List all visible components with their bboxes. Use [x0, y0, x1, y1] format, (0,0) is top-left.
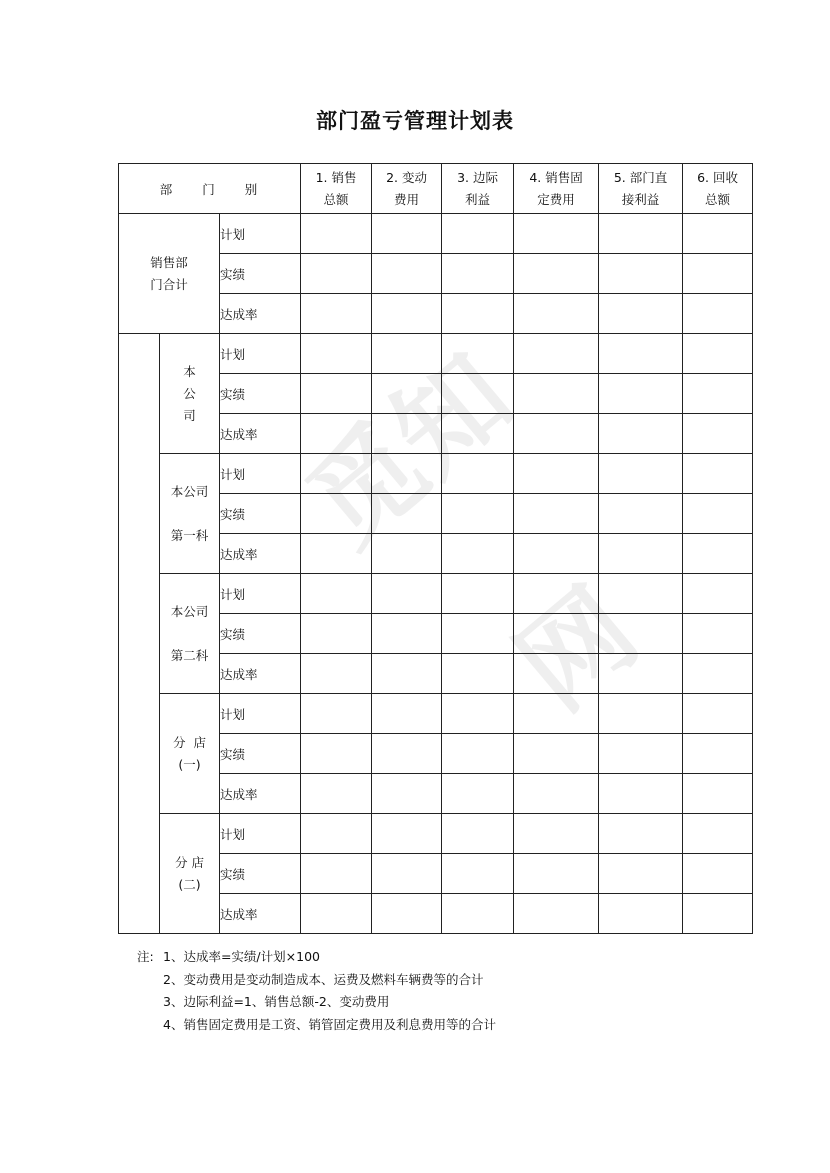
value-cell[interactable]: [599, 574, 683, 614]
value-cell[interactable]: [372, 374, 442, 414]
value-cell[interactable]: [683, 494, 753, 534]
value-cell[interactable]: [683, 334, 753, 374]
value-cell[interactable]: [599, 214, 683, 254]
value-cell[interactable]: [683, 614, 753, 654]
value-cell[interactable]: [599, 894, 683, 934]
group-label: 本: [183, 363, 196, 379]
value-cell[interactable]: [372, 734, 442, 774]
group-label: 销售部: [150, 254, 188, 270]
header-row: [119, 164, 753, 214]
table-row: [119, 694, 753, 734]
group-label: 本公司: [170, 603, 209, 619]
value-cell[interactable]: [372, 494, 442, 534]
value-cell[interactable]: [442, 894, 514, 934]
value-cell[interactable]: [599, 694, 683, 734]
col-header-line1: 5. 部门直: [613, 169, 668, 185]
metric-label: 计划: [220, 694, 301, 734]
value-cell[interactable]: [442, 494, 514, 534]
table-row: [119, 574, 753, 614]
value-cell[interactable]: [301, 294, 372, 334]
metric-label: 达成率: [220, 534, 301, 574]
value-cell[interactable]: [372, 894, 442, 934]
metric-label: 实绩: [220, 614, 301, 654]
value-cell[interactable]: [372, 614, 442, 654]
value-cell[interactable]: [301, 694, 372, 734]
note-item: 1、达成率=实绩/计划×100: [163, 949, 320, 964]
group-label: 公: [183, 385, 196, 401]
note-item: 2、变动费用是变动制造成本、运费及燃料车辆费等的合计: [163, 971, 484, 987]
group-label: 门合计: [150, 276, 188, 292]
note-item: 3、边际利益=1、销售总额-2、变动费用: [163, 994, 390, 1009]
value-cell[interactable]: [442, 814, 514, 854]
value-cell[interactable]: [442, 294, 514, 334]
value-cell[interactable]: [514, 414, 599, 454]
value-cell[interactable]: [301, 254, 372, 294]
value-cell[interactable]: [683, 214, 753, 254]
col-header-line2: 定费用: [537, 191, 575, 207]
value-cell[interactable]: [442, 534, 514, 574]
value-cell[interactable]: [442, 214, 514, 254]
group-branch2: [160, 814, 220, 934]
value-cell[interactable]: [514, 374, 599, 414]
col-header-line2: 费用: [394, 191, 420, 207]
value-cell[interactable]: [442, 454, 514, 494]
value-cell[interactable]: [599, 654, 683, 694]
value-cell[interactable]: [599, 254, 683, 294]
col-header-line2: 总额: [705, 191, 731, 207]
value-cell[interactable]: [683, 814, 753, 854]
metric-label: 计划: [220, 214, 301, 254]
dept-header-char: 门: [202, 181, 217, 197]
value-cell[interactable]: [372, 574, 442, 614]
value-cell[interactable]: [599, 814, 683, 854]
indent-spacer: [119, 334, 160, 934]
value-cell[interactable]: [301, 574, 372, 614]
value-cell[interactable]: [372, 814, 442, 854]
value-cell[interactable]: [301, 534, 372, 574]
group-branch1: [160, 694, 220, 814]
col-header-sales-total: [301, 164, 372, 214]
col-header-line1: 4. 销售固: [529, 169, 583, 185]
metric-label: 计划: [220, 814, 301, 854]
metric-label: 计划: [220, 454, 301, 494]
value-cell[interactable]: [514, 334, 599, 374]
value-cell[interactable]: [599, 774, 683, 814]
value-cell[interactable]: [683, 694, 753, 734]
note-row: [137, 1014, 496, 1037]
value-cell[interactable]: [372, 214, 442, 254]
value-cell[interactable]: [683, 574, 753, 614]
plan-table: [118, 163, 753, 934]
metric-label: 计划: [220, 574, 301, 614]
value-cell[interactable]: [442, 654, 514, 694]
col-header-variable-cost: [372, 164, 442, 214]
group-sales-total: [119, 214, 220, 334]
value-cell[interactable]: [301, 334, 372, 374]
value-cell[interactable]: [372, 654, 442, 694]
value-cell[interactable]: [372, 254, 442, 294]
metric-label: 达成率: [220, 294, 301, 334]
table-row: [119, 334, 753, 374]
value-cell[interactable]: [301, 854, 372, 894]
value-cell[interactable]: [372, 774, 442, 814]
value-cell[interactable]: [372, 334, 442, 374]
value-cell[interactable]: [442, 414, 514, 454]
metric-label: 达成率: [220, 654, 301, 694]
value-cell[interactable]: [599, 334, 683, 374]
metric-label: 达成率: [220, 894, 301, 934]
group-dept1: [160, 454, 220, 574]
value-cell[interactable]: [683, 454, 753, 494]
value-cell[interactable]: [599, 614, 683, 654]
value-cell[interactable]: [683, 894, 753, 934]
value-cell[interactable]: [372, 854, 442, 894]
dept-header-char: 部: [159, 181, 175, 197]
group-label: (二): [178, 876, 201, 892]
value-cell[interactable]: [514, 774, 599, 814]
value-cell[interactable]: [683, 414, 753, 454]
value-cell[interactable]: [514, 614, 599, 654]
note-indent: [137, 1014, 163, 1037]
col-header-marginal-profit: [442, 164, 514, 214]
value-cell[interactable]: [599, 294, 683, 334]
col-header-line1: 2. 变动: [386, 169, 427, 185]
value-cell[interactable]: [442, 374, 514, 414]
note-row: [137, 946, 496, 969]
group-label: (一): [178, 756, 201, 772]
group-label: 分 店: [173, 734, 206, 750]
metric-label: 实绩: [220, 494, 301, 534]
value-cell[interactable]: [372, 294, 442, 334]
note-indent: [137, 991, 163, 1014]
value-cell[interactable]: [599, 854, 683, 894]
value-cell[interactable]: [514, 814, 599, 854]
group-label: 分 店: [175, 854, 204, 870]
col-header-line1: 3. 边际: [457, 169, 498, 185]
col-header-fixed-sales-cost: [514, 164, 599, 214]
value-cell[interactable]: [372, 694, 442, 734]
value-cell[interactable]: [514, 534, 599, 574]
value-cell[interactable]: [301, 614, 372, 654]
value-cell[interactable]: [514, 214, 599, 254]
col-header-line2: 接利益: [621, 191, 660, 207]
group-dept2: [160, 574, 220, 694]
value-cell[interactable]: [514, 694, 599, 734]
value-cell[interactable]: [599, 454, 683, 494]
value-cell[interactable]: [514, 294, 599, 334]
value-cell[interactable]: [301, 894, 372, 934]
note-row: [137, 991, 496, 1014]
note-indent: [137, 969, 163, 992]
value-cell[interactable]: [514, 574, 599, 614]
metric-label: 实绩: [220, 254, 301, 294]
notes: [137, 946, 496, 1036]
group-label: 本公司: [170, 483, 209, 499]
value-cell[interactable]: [599, 734, 683, 774]
value-cell[interactable]: [301, 214, 372, 254]
value-cell[interactable]: [372, 454, 442, 494]
group-hq: [160, 334, 220, 454]
value-cell[interactable]: [683, 534, 753, 574]
value-cell[interactable]: [442, 734, 514, 774]
value-cell[interactable]: [442, 694, 514, 734]
col-header-line1: 6. 回收: [697, 169, 738, 185]
page-title: 部门盈亏管理计划表: [316, 109, 514, 133]
value-cell[interactable]: [301, 414, 372, 454]
value-cell[interactable]: [514, 454, 599, 494]
metric-label: 计划: [220, 334, 301, 374]
value-cell[interactable]: [514, 854, 599, 894]
value-cell[interactable]: [514, 734, 599, 774]
value-cell[interactable]: [683, 774, 753, 814]
value-cell[interactable]: [442, 854, 514, 894]
value-cell[interactable]: [599, 414, 683, 454]
value-cell[interactable]: [442, 254, 514, 294]
value-cell[interactable]: [514, 254, 599, 294]
dept-header-char: 别: [244, 181, 260, 197]
value-cell[interactable]: [683, 734, 753, 774]
note-item: 4、销售固定费用是工资、销管固定费用及利息费用等的合计: [163, 1016, 496, 1032]
note-row: [137, 969, 496, 992]
metric-label: 达成率: [220, 414, 301, 454]
group-label: 第一科: [170, 527, 209, 543]
value-cell[interactable]: [442, 774, 514, 814]
value-cell[interactable]: [301, 814, 372, 854]
col-header-line2: 总额: [323, 191, 349, 207]
col-header-direct-profit: [599, 164, 683, 214]
value-cell[interactable]: [301, 654, 372, 694]
metric-label: 实绩: [220, 854, 301, 894]
value-cell[interactable]: [599, 374, 683, 414]
value-cell[interactable]: [683, 854, 753, 894]
metric-label: 实绩: [220, 734, 301, 774]
col-header-line1: 1. 销售: [315, 169, 357, 185]
notes-prefix: 注:: [137, 949, 154, 964]
value-cell[interactable]: [301, 454, 372, 494]
col-header-recovery-total: [683, 164, 753, 214]
table-row: [119, 214, 753, 254]
watermark: 觅知网: [284, 330, 661, 734]
value-cell[interactable]: [301, 734, 372, 774]
value-cell[interactable]: [442, 334, 514, 374]
value-cell[interactable]: [442, 574, 514, 614]
value-cell[interactable]: [372, 414, 442, 454]
value-cell[interactable]: [599, 494, 683, 534]
metric-label: 达成率: [220, 774, 301, 814]
value-cell[interactable]: [683, 654, 753, 694]
value-cell[interactable]: [301, 494, 372, 534]
value-cell[interactable]: [372, 534, 442, 574]
value-cell[interactable]: [301, 774, 372, 814]
value-cell[interactable]: [514, 494, 599, 534]
table-row: [119, 814, 753, 854]
value-cell[interactable]: [599, 534, 683, 574]
value-cell[interactable]: [301, 374, 372, 414]
table-row: [119, 454, 753, 494]
group-label: 第二科: [170, 647, 209, 663]
value-cell[interactable]: [514, 654, 599, 694]
metric-label: 实绩: [220, 374, 301, 414]
value-cell[interactable]: [683, 254, 753, 294]
dept-header: [119, 164, 301, 214]
value-cell[interactable]: [514, 894, 599, 934]
group-label: 司: [183, 407, 196, 423]
col-header-line2: 利益: [465, 191, 491, 207]
value-cell[interactable]: [442, 614, 514, 654]
value-cell[interactable]: [683, 294, 753, 334]
value-cell[interactable]: [683, 374, 753, 414]
